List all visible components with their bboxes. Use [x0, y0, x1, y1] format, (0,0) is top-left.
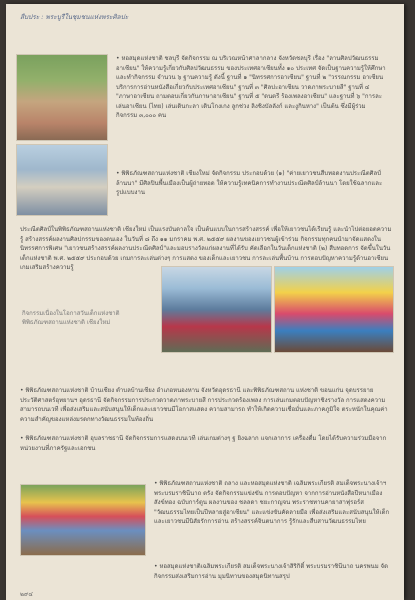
photo-museum-visitors	[16, 144, 108, 216]
photo-stage-event	[161, 266, 272, 353]
paragraph-chonburi-library: • หอสมุดแห่งชาติ ชลบุรี จัดกิจกรรม ณ บริเวณหน้าศาลากลาง จังหวัดชลบุรี เรื่อง "ลานศิลปวัฒนธรรมอาเซียน" ให้ความรู้เกี่ยวกับศิลปวัฒนธรรม ของประเทศอาเซียนทั้ง ๑๐ ประเทศ จัดเป็นฐานความรู้ให้ศึกษาและทำกิจกรรม จำนวน ๖ ฐานความรู้ ดังนี้ ฐานที่ ๑ "นิทรรศการอาเซียน" ฐานที่ ๒ "วรรณกรรม อาเซียน บริการการอ่านหนังสือเกี่ยวกับประเทศอาเซียน" ฐานที่ ๓ "ศิลปะอาเซียน วาดภาพระบายสี" ฐานที่ ๔ "ภาษาอาเซียน ถามตอบเกี่ยวกับภาษาอาเซียน" ฐานที่ ๕ "ดนตรี ร้องเพลงอาเซียน" และฐานที่ ๖ "การละเล่นอาเซียน (ไทย) เล่นเดินกะลา เดินโกงเกง ลูกช่วง ลิงชิงบัลลังก์ และงูกินหาง" เป็นต้น ซึ่งมีผู้ร่วม กิจกรรม ๓,๐๐๐ คน	[116, 55, 386, 119]
page-header: สืบประ : พระบูรีในชุมชนแห่งพระศิลปะ	[20, 13, 129, 21]
photo-outdoor-festival	[20, 484, 146, 556]
photo-children-stage	[274, 266, 394, 353]
photo-caption: กิจกรรมเนื่องในโอกาสวันเด็กแห่งชาติ พิพิธภัณฑสถานแห่งชาติ เชียงใหม่	[22, 310, 120, 326]
paragraph-ban-chiang-museum: • พิพิธภัณฑสถานแห่งชาติ บ้านเชียง ตำบลบ้านเชียง อำเภอหนองหาน จังหวัดอุดรธานี และพิพิธภัณฑสถาน แห่งชาติ ขอนแก่น จุดบรรยายประวัติศาสตร์อุทยานฯ อุดรธานี จัดกิจกรรมการประกวดวาดภาพระบายสี การประกวดร้องเพลง การเล่นเกมตอบปัญหาชิงรางวัล การแสดงความสามารถบนเวที เพื่อส่งเสริมและสนับสนุนให้เด็กและเยาวชนมีโอกาสแสดง ความสามารถ ทำให้เกิดความเชื่อมั่นและภาคภูมิใจ ตระหนักในคุณค่าความสำคัญของแหล่งมรดกทางวัฒนธรรมในท้องถิ่น	[20, 387, 388, 423]
paragraph-chiangmai-museum: • พิพิธภัณฑสถานแห่งชาติ เชียงใหม่ จัดกิจกรรม ประกอบด้วย (๑) "ค่ายเยาวชนสืบทอดงานประณีตศิลป์ล้านนา" มีศิลปินพื้นเมืองเป็นผู้ถ่ายทอด ให้ความรู้เทคนิคการทำงานประณีตศิลป์ล้านนา โดยใช้ฉลากและรูปแบบงาน	[116, 170, 383, 196]
paragraph-thalang-museum: • พิพิธภัณฑสถานแห่งชาติ ถลาง และหอสมุดแห่งชาติ เฉลิมพระเกียรติ สมเด็จพระนางเจ้าฯ พระบรมราชินีนาถ ตรัง จัดกิจกรรมแข่งขัน การตอบปัญหา จากการอ่านหนังสือปีหนาเมืองสังข์ทอง ฉบับการ์ตูน ผลงานของ ชลลดา ชยะกาญจน พระราชทานคายาสาฟุรอร์ส "วัฒนธรรมไทยเป็นปีหลายสู่อาเซียน" และแข่งขันคัดลายมือ เพื่อส่งเสริมและสนับสนุนให้เด็กและเยาวชนมีนิสัยรักการอ่าน สร้างสรรค์จินตนาการ รู้รักและสืบสานวัฒนธรรมไทย	[154, 480, 390, 525]
paragraph-nakhonphanom-library: • หอสมุดแห่งชาติเฉลิมพระเกียรติ สมเด็จพระนางเจ้าสิริกิติ์ พระบรมราชินีนาถ นครพนม จัดกิจกรรมส่งเสริมการอ่าน มุมนิทานของสมุดนิทานสรุป	[154, 563, 388, 580]
photo-children-activity	[16, 54, 108, 141]
document-page	[6, 4, 404, 600]
paragraph-chiangmai-continued: ประณีตศิลป์ในพิพิธภัณฑสถานแห่งชาติ เชียงใหม่ เป็นแรงบันดาลใจ เป็นต้นแบบในการสร้างสรรค์ เพื่อให้เยาวชนได้เรียนรู้ และนำไปต่อยอดความรู้ สร้างสรรค์ผลงานศิลปกรรมของตนเอง ในวันที่ ๘ ถึง ๑๑ มกราคม พ.ศ. ๒๕๕๙ ผลงานของเยาวชนผู้เข้าร่วม กิจกรรมทุกคนนำมาจัดแสดงในนิทรรศการพิเศษ "เยาวชนสร้างสรรค์ผลงานประณีตศิลป์"และมอบรางวัลแก่ผลงานที่ได้รับ คัดเลือกในวันเด็กแห่งชาติ (๒) สืบทอดการ จัดขึ้นในวันเด็กแห่งชาติ พ.ศ. ๒๕๕๙ ประกอบด้วย เกมการละเล่นต่างๆ การแสดง ของเด็กและเยาวชน การละเล่นพื้นบ้าน การตอบปัญหาความรู้ด้านอาเซียน เกมเสริมสร้างความรู้	[20, 226, 392, 271]
paragraph-ubon-museum: • พิพิธภัณฑสถานแห่งชาติ อุบลราชธานี จัดกิจกรรมการแสดงบนเวที เล่นเกมต่างๆ ฐ ยิงฉลาก แจกเลาการ เครื่องดื่ม โดยได้รับความร่วมมือจากหน่วยงานที่ภาครัฐและเอกชน	[20, 435, 387, 452]
page-number: ๒๙๔	[20, 591, 33, 598]
